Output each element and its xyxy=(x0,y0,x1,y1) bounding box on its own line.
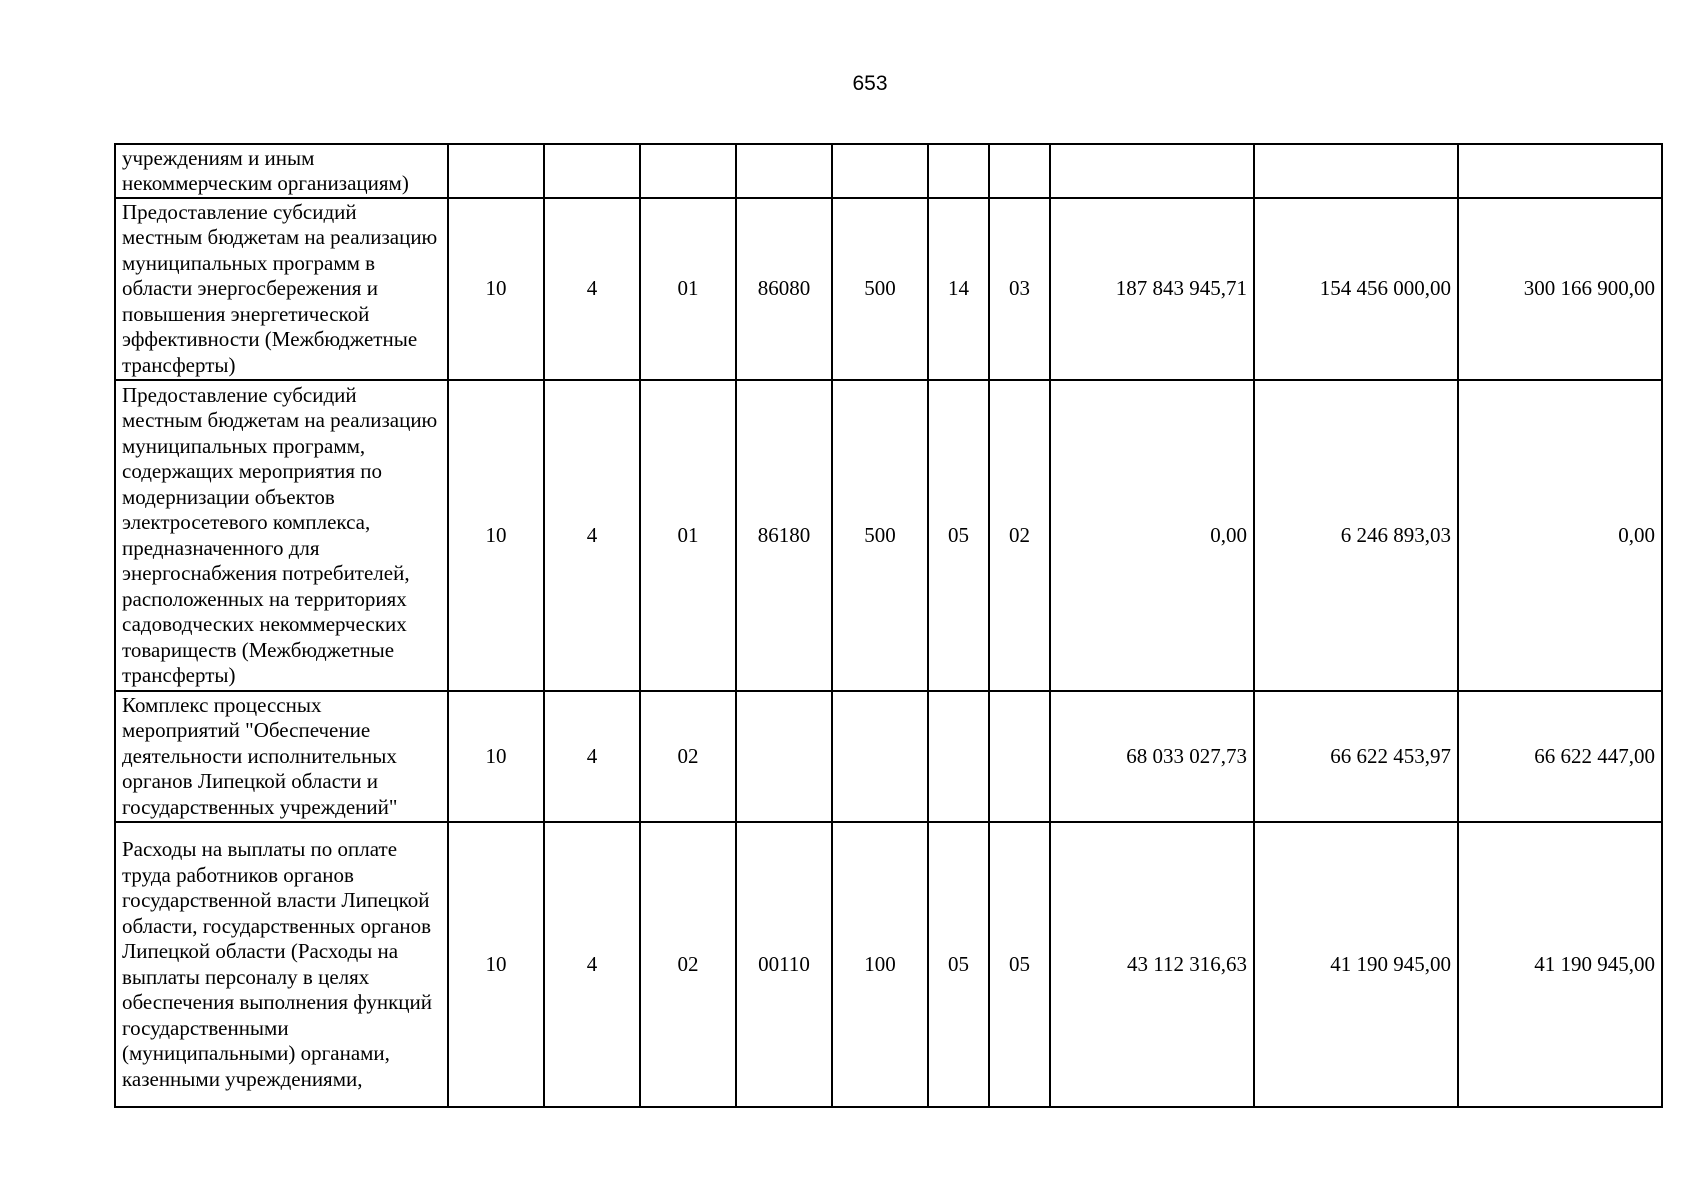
row-name: Предоставление субсидий местным бюджетам на реализацию муниципальных программ, содержащих мероприятия по модернизации объектов электросетевого комплекса, предназначенного для энергоснабжения потребителей, расположенных на территориях садоводческих некоммерческих товариществ (Межбюджетные трансферты) xyxy=(115,380,448,691)
cell-code-6: 05 xyxy=(928,380,989,691)
cell-amount-3: 66 622 447,00 xyxy=(1458,691,1662,822)
table-row xyxy=(115,380,1662,691)
cell-code-1: 10 xyxy=(448,198,544,380)
cell-code-1: 10 xyxy=(448,380,544,691)
cell-code-3: 02 xyxy=(640,691,736,822)
cell-amount-1: 187 843 945,71 xyxy=(1050,198,1254,380)
table-row xyxy=(115,691,1662,822)
row-name: Комплекс процессных мероприятий "Обеспечение деятельности исполнительных органов Липецкой области и государственных учреждений" xyxy=(115,691,448,822)
cell-amount-3: 41 190 945,00 xyxy=(1458,822,1662,1107)
cell-amount-1: 43 112 316,63 xyxy=(1050,822,1254,1107)
cell-code-2: 4 xyxy=(544,198,640,380)
cell-amount-2: 41 190 945,00 xyxy=(1254,822,1458,1107)
cell-code-5 xyxy=(832,144,928,198)
cell-code-1 xyxy=(448,144,544,198)
cell-amount-2: 6 246 893,03 xyxy=(1254,380,1458,691)
cell-code-6 xyxy=(928,144,989,198)
cell-code-7: 03 xyxy=(989,198,1050,380)
cell-code-7 xyxy=(989,144,1050,198)
cell-code-5 xyxy=(832,691,928,822)
cell-amount-2: 154 456 000,00 xyxy=(1254,198,1458,380)
cell-amount-3 xyxy=(1458,144,1662,198)
cell-code-5: 100 xyxy=(832,822,928,1107)
table-row xyxy=(115,822,1662,1107)
cell-code-4: 86180 xyxy=(736,380,832,691)
table-row xyxy=(115,144,1662,198)
cell-code-3: 01 xyxy=(640,198,736,380)
row-name: Расходы на выплаты по оплате труда работников органов государственной власти Липецкой области, государственных органов Липецкой области (Расходы на выплаты персоналу в целях обеспечения выполнения функций государственными (муниципальными) органами, казенными учреждениями, xyxy=(115,822,448,1107)
cell-code-3 xyxy=(640,144,736,198)
cell-code-2: 4 xyxy=(544,822,640,1107)
cell-code-4 xyxy=(736,144,832,198)
cell-code-7: 05 xyxy=(989,822,1050,1107)
cell-code-2 xyxy=(544,144,640,198)
cell-code-1: 10 xyxy=(448,691,544,822)
cell-amount-1 xyxy=(1050,144,1254,198)
cell-code-6: 14 xyxy=(928,198,989,380)
cell-code-4: 86080 xyxy=(736,198,832,380)
cell-amount-1: 0,00 xyxy=(1050,380,1254,691)
page-number: 653 xyxy=(852,72,888,95)
cell-code-3: 01 xyxy=(640,380,736,691)
budget-table xyxy=(114,143,1663,1108)
table-row xyxy=(115,198,1662,380)
cell-code-6 xyxy=(928,691,989,822)
cell-code-7: 02 xyxy=(989,380,1050,691)
cell-amount-1: 68 033 027,73 xyxy=(1050,691,1254,822)
row-name: учреждениям и иным некоммерческим организациям) xyxy=(115,144,448,198)
cell-code-5: 500 xyxy=(832,380,928,691)
cell-code-4 xyxy=(736,691,832,822)
cell-code-2: 4 xyxy=(544,691,640,822)
cell-code-3: 02 xyxy=(640,822,736,1107)
cell-amount-2 xyxy=(1254,144,1458,198)
cell-code-1: 10 xyxy=(448,822,544,1107)
cell-code-6: 05 xyxy=(928,822,989,1107)
cell-amount-3: 300 166 900,00 xyxy=(1458,198,1662,380)
cell-code-4: 00110 xyxy=(736,822,832,1107)
row-name: Предоставление субсидий местным бюджетам на реализацию муниципальных программ в области энергосбережения и повышения энергетической эффективности (Межбюджетные трансферты) xyxy=(115,198,448,380)
cell-amount-3: 0,00 xyxy=(1458,380,1662,691)
cell-code-7 xyxy=(989,691,1050,822)
cell-code-2: 4 xyxy=(544,380,640,691)
cell-code-5: 500 xyxy=(832,198,928,380)
cell-amount-2: 66 622 453,97 xyxy=(1254,691,1458,822)
